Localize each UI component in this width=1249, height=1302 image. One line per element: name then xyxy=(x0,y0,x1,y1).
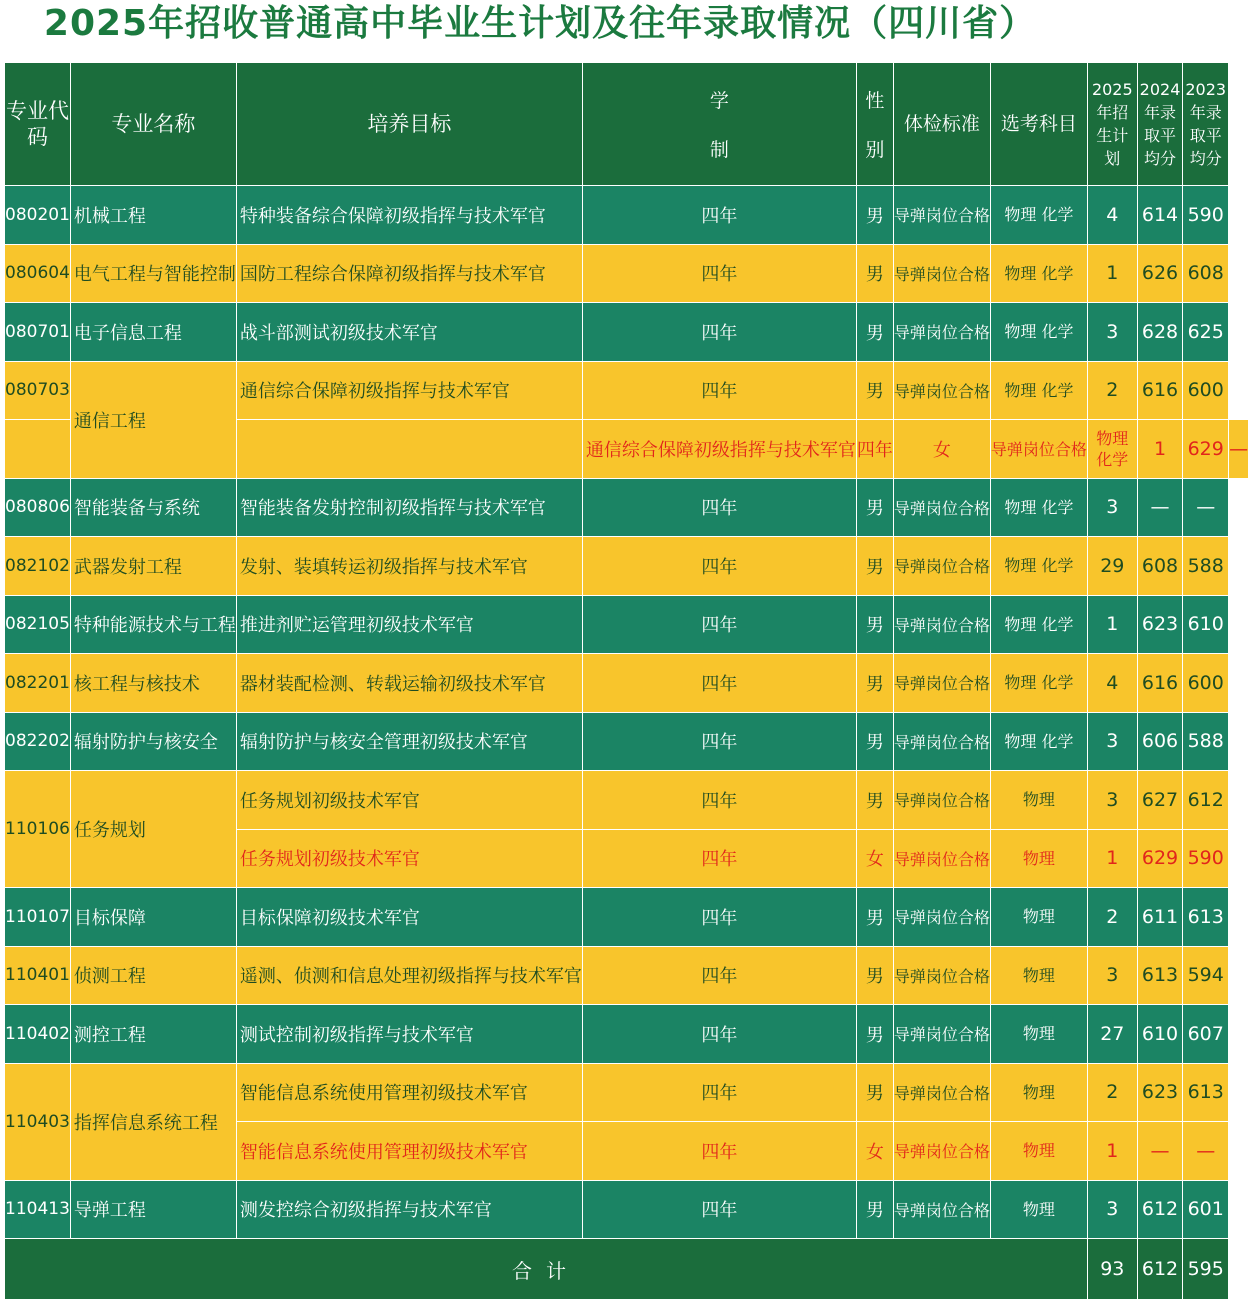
header-standard: 体检标准 xyxy=(893,63,990,186)
row-goal: 遥测、侦测和信息处理初级指挥与技术军官 xyxy=(236,946,582,1005)
row-code: 110401 xyxy=(5,946,71,1005)
table-row xyxy=(5,186,1249,245)
header-years xyxy=(582,63,856,186)
row-code: 110413 xyxy=(5,1180,71,1239)
row-standard: 导弹岗位合格 xyxy=(990,420,1087,479)
row-subjects: 物理 xyxy=(990,1180,1087,1239)
row-years: 四年 xyxy=(582,303,856,362)
row-sex: 女 xyxy=(893,420,990,479)
row-sex: 男 xyxy=(856,537,893,596)
row-years: 四年 xyxy=(582,361,856,420)
row-major-name: 特种能源技术与工程 xyxy=(70,595,236,654)
table-header-row xyxy=(5,63,1249,186)
row-avg-2024: 608 xyxy=(1137,537,1183,596)
row-avg-2023: 610 xyxy=(1183,595,1229,654)
row-subjects: 物理 化学 xyxy=(990,244,1087,303)
row-subjects: 物理 化学 xyxy=(990,595,1087,654)
row-major-name: 智能装备与系统 xyxy=(70,478,236,537)
row-sex: 男 xyxy=(856,303,893,362)
row-avg-2024: 623 xyxy=(1137,595,1183,654)
row-avg-2024: 628 xyxy=(1137,303,1183,362)
row-sex: 男 xyxy=(856,186,893,245)
row-major-name: 导弹工程 xyxy=(70,1180,236,1239)
row-plan: 3 xyxy=(1087,946,1137,1005)
row-sex: 男 xyxy=(856,1180,893,1239)
row-years: 四年 xyxy=(582,1180,856,1239)
row-major-name: 武器发射工程 xyxy=(70,537,236,596)
row-goal: 发射、装填转运初级指挥与技术军官 xyxy=(236,537,582,596)
header-avg-2024: 2024年录取平均分 xyxy=(1137,63,1183,186)
row-years: 四年 xyxy=(582,186,856,245)
row-avg-2023: 613 xyxy=(1183,888,1229,947)
row-standard: 导弹岗位合格 xyxy=(893,303,990,362)
row-standard: 导弹岗位合格 xyxy=(893,654,990,713)
row-sex: 男 xyxy=(856,1005,893,1064)
row-avg-2024: 613 xyxy=(1137,946,1183,1005)
row-avg-2024: 627 xyxy=(1137,771,1183,830)
row-plan: 3 xyxy=(1087,303,1137,362)
row-avg-2024: 629 xyxy=(1183,420,1229,479)
row-goal: 通信综合保障初级指挥与技术军官 xyxy=(582,420,856,479)
row-plan: 4 xyxy=(1087,186,1137,245)
header-goal: 培养目标 xyxy=(236,63,582,186)
row-avg-2024: 626 xyxy=(1137,244,1183,303)
row-avg-2024: 616 xyxy=(1137,361,1183,420)
row-goal: 特种装备综合保障初级指挥与技术军官 xyxy=(236,186,582,245)
row-plan: 1 xyxy=(1087,595,1137,654)
row-years: 四年 xyxy=(582,1063,856,1122)
row-sex: 男 xyxy=(856,1063,893,1122)
table-row xyxy=(5,654,1249,713)
total-plan: 93 xyxy=(1087,1239,1137,1300)
row-subjects: 物理 化学 xyxy=(990,303,1087,362)
row-major-name: 通信工程 xyxy=(70,361,236,478)
total-row xyxy=(5,1239,1249,1300)
row-avg-2023: — xyxy=(1183,1122,1229,1181)
row-goal: 推进剂贮运管理初级技术军官 xyxy=(236,595,582,654)
row-code: 082202 xyxy=(5,712,71,771)
row-subjects: 物理 xyxy=(990,946,1087,1005)
row-major-name: 机械工程 xyxy=(70,186,236,245)
row-code: 110107 xyxy=(5,888,71,947)
row-avg-2024: 614 xyxy=(1137,186,1183,245)
row-plan: 1 xyxy=(1137,420,1183,479)
row-years: 四年 xyxy=(582,888,856,947)
row-code: 080701 xyxy=(5,303,71,362)
row-subjects: 物理 化学 xyxy=(1087,420,1137,479)
table-row xyxy=(5,1180,1249,1239)
table-row xyxy=(5,1063,1249,1122)
page-title: 2025年招收普通高中毕业生计划及往年录取情况（四川省） xyxy=(43,3,1037,44)
row-years: 四年 xyxy=(582,244,856,303)
table-row xyxy=(5,595,1249,654)
row-goal: 测发控综合初级指挥与技术军官 xyxy=(236,1180,582,1239)
row-plan: 2 xyxy=(1087,361,1137,420)
row-goal: 智能装备发射控制初级指挥与技术军官 xyxy=(236,478,582,537)
row-standard: 导弹岗位合格 xyxy=(893,537,990,596)
header-sex-top: 性 xyxy=(865,90,885,112)
header-plan-2025: 2025年招生计划 xyxy=(1087,63,1137,186)
row-major-name: 核工程与核技术 xyxy=(70,654,236,713)
row-avg-2023: 613 xyxy=(1183,1063,1229,1122)
row-plan: 2 xyxy=(1087,888,1137,947)
row-sex: 男 xyxy=(856,888,893,947)
row-subjects: 物理 xyxy=(990,888,1087,947)
row-avg-2023: 590 xyxy=(1183,829,1229,888)
row-avg-2024: 610 xyxy=(1137,1005,1183,1064)
row-subjects: 物理 化学 xyxy=(990,361,1087,420)
row-standard: 导弹岗位合格 xyxy=(893,361,990,420)
row-goal: 通信综合保障初级指挥与技术军官 xyxy=(236,361,582,420)
row-years: 四年 xyxy=(582,478,856,537)
row-major-name: 电气工程与智能控制 xyxy=(70,244,236,303)
row-goal: 任务规划初级技术军官 xyxy=(236,771,582,830)
row-goal: 战斗部测试初级技术军官 xyxy=(236,303,582,362)
row-standard: 导弹岗位合格 xyxy=(893,1180,990,1239)
header-code: 专业代码 xyxy=(5,63,71,186)
row-goal: 国防工程综合保障初级指挥与技术军官 xyxy=(236,244,582,303)
row-code xyxy=(5,420,71,479)
row-plan: 3 xyxy=(1087,1180,1137,1239)
row-avg-2023: 612 xyxy=(1183,771,1229,830)
row-sex: 男 xyxy=(856,361,893,420)
row-avg-2024: 623 xyxy=(1137,1063,1183,1122)
table-row xyxy=(5,888,1249,947)
row-avg-2023: 608 xyxy=(1183,244,1229,303)
row-standard: 导弹岗位合格 xyxy=(893,888,990,947)
row-subjects: 物理 化学 xyxy=(990,537,1087,596)
row-avg-2023: 607 xyxy=(1183,1005,1229,1064)
row-plan: 1 xyxy=(1087,244,1137,303)
header-avg-2023: 2023年录取平均分 xyxy=(1183,63,1229,186)
row-code: 110106 xyxy=(5,771,71,888)
row-plan: 27 xyxy=(1087,1005,1137,1064)
row-plan: 3 xyxy=(1087,712,1137,771)
row-avg-2023: 590 xyxy=(1183,186,1229,245)
row-avg-2024: 629 xyxy=(1137,829,1183,888)
row-years: 四年 xyxy=(582,946,856,1005)
table-row xyxy=(5,478,1249,537)
row-goal: 目标保障初级技术军官 xyxy=(236,888,582,947)
row-years: 四年 xyxy=(582,712,856,771)
row-code: 080604 xyxy=(5,244,71,303)
row-standard: 导弹岗位合格 xyxy=(893,186,990,245)
row-years: 四年 xyxy=(582,654,856,713)
row-subjects: 物理 xyxy=(990,771,1087,830)
row-avg-2024: 606 xyxy=(1137,712,1183,771)
row-standard: 导弹岗位合格 xyxy=(893,1063,990,1122)
row-sex: 女 xyxy=(856,829,893,888)
row-standard: 导弹岗位合格 xyxy=(893,946,990,1005)
row-sex: 女 xyxy=(856,1122,893,1181)
row-code: 082102 xyxy=(5,537,71,596)
table-row xyxy=(5,946,1249,1005)
row-major-name: 电子信息工程 xyxy=(70,303,236,362)
row-avg-2024: 611 xyxy=(1137,888,1183,947)
row-code: 082201 xyxy=(5,654,71,713)
row-years: 四年 xyxy=(582,595,856,654)
header-sex xyxy=(856,63,893,186)
row-subjects: 物理 xyxy=(990,1122,1087,1181)
total-label: 合计 xyxy=(5,1239,1088,1300)
row-sex: 男 xyxy=(856,595,893,654)
table-row xyxy=(5,771,1249,830)
row-years: 四年 xyxy=(582,1122,856,1181)
row-major-name: 任务规划 xyxy=(70,771,236,888)
row-code: 080201 xyxy=(5,186,71,245)
table-row xyxy=(5,303,1249,362)
row-avg-2023: 588 xyxy=(1183,537,1229,596)
header-name: 专业名称 xyxy=(70,63,236,186)
row-code: 110403 xyxy=(5,1063,71,1180)
row-years: 四年 xyxy=(856,420,893,479)
row-plan: 1 xyxy=(1087,829,1137,888)
row-years: 四年 xyxy=(582,537,856,596)
row-goal: 测试控制初级指挥与技术军官 xyxy=(236,1005,582,1064)
table-row xyxy=(5,361,1249,420)
row-avg-2023: 625 xyxy=(1183,303,1229,362)
row-goal: 智能信息系统使用管理初级技术军官 xyxy=(236,1063,582,1122)
row-years: 四年 xyxy=(582,829,856,888)
row-standard: 导弹岗位合格 xyxy=(893,1005,990,1064)
row-years: 四年 xyxy=(582,1005,856,1064)
row-standard: 导弹岗位合格 xyxy=(893,1122,990,1181)
row-code: 110402 xyxy=(5,1005,71,1064)
row-sex: 男 xyxy=(856,654,893,713)
row-major-name: 测控工程 xyxy=(70,1005,236,1064)
row-standard: 导弹岗位合格 xyxy=(893,771,990,830)
admission-table xyxy=(4,62,1249,1300)
table-row xyxy=(5,712,1249,771)
table-row xyxy=(5,537,1249,596)
row-years: 四年 xyxy=(582,771,856,830)
row-code: 082105 xyxy=(5,595,71,654)
row-subjects: 物理 化学 xyxy=(990,478,1087,537)
row-avg-2024: 612 xyxy=(1137,1180,1183,1239)
row-standard: 导弹岗位合格 xyxy=(893,829,990,888)
row-avg-2024: — xyxy=(1137,478,1183,537)
row-code: 080703 xyxy=(5,361,71,420)
row-plan: 3 xyxy=(1087,478,1137,537)
row-goal: 器材装配检测、转载运输初级技术军官 xyxy=(236,654,582,713)
row-sex: 男 xyxy=(856,712,893,771)
row-standard: 导弹岗位合格 xyxy=(893,478,990,537)
row-subjects: 物理 化学 xyxy=(990,186,1087,245)
row-plan: 1 xyxy=(1087,1122,1137,1181)
row-code: 080806 xyxy=(5,478,71,537)
row-avg-2023: 601 xyxy=(1183,1180,1229,1239)
row-plan: 2 xyxy=(1087,1063,1137,1122)
row-sex: 男 xyxy=(856,771,893,830)
table-row xyxy=(5,244,1249,303)
row-goal: 辐射防护与核安全管理初级技术军官 xyxy=(236,712,582,771)
row-avg-2024: — xyxy=(1137,1122,1183,1181)
row-avg-2023: 588 xyxy=(1183,712,1229,771)
row-plan: 3 xyxy=(1087,771,1137,830)
row-major-name: 目标保障 xyxy=(70,888,236,947)
header-years-bottom: 制 xyxy=(709,139,729,161)
row-sex: 男 xyxy=(856,946,893,1005)
row-major-name: 辐射防护与核安全 xyxy=(70,712,236,771)
total-avg-2023: 595 xyxy=(1183,1239,1229,1300)
row-code xyxy=(236,420,582,479)
row-subjects: 物理 化学 xyxy=(990,712,1087,771)
row-major-name: 侦测工程 xyxy=(70,946,236,1005)
header-subjects: 选考科目 xyxy=(990,63,1087,186)
row-subjects: 物理 xyxy=(990,1063,1087,1122)
row-plan: 4 xyxy=(1087,654,1137,713)
row-avg-2023: — xyxy=(1183,478,1229,537)
row-standard: 导弹岗位合格 xyxy=(893,712,990,771)
row-avg-2024: 616 xyxy=(1137,654,1183,713)
total-avg-2024: 612 xyxy=(1137,1239,1183,1300)
table-row xyxy=(5,1005,1249,1064)
row-goal: 任务规划初级技术军官 xyxy=(236,829,582,888)
row-sex: 男 xyxy=(856,244,893,303)
row-subjects: 物理 xyxy=(990,829,1087,888)
row-subjects: 物理 化学 xyxy=(990,654,1087,713)
row-goal: 智能信息系统使用管理初级技术军官 xyxy=(236,1122,582,1181)
row-sex: 男 xyxy=(856,478,893,537)
row-standard: 导弹岗位合格 xyxy=(893,244,990,303)
header-years-top: 学 xyxy=(709,90,729,112)
row-major-name: 指挥信息系统工程 xyxy=(70,1063,236,1180)
row-plan: 29 xyxy=(1087,537,1137,596)
header-sex-bottom: 别 xyxy=(865,139,885,161)
row-subjects: 物理 xyxy=(990,1005,1087,1064)
row-avg-2023: 594 xyxy=(1183,946,1229,1005)
row-avg-2023: 600 xyxy=(1183,654,1229,713)
row-avg-2023: 600 xyxy=(1183,361,1229,420)
row-avg-2023: — xyxy=(1229,420,1249,479)
row-standard: 导弹岗位合格 xyxy=(893,595,990,654)
